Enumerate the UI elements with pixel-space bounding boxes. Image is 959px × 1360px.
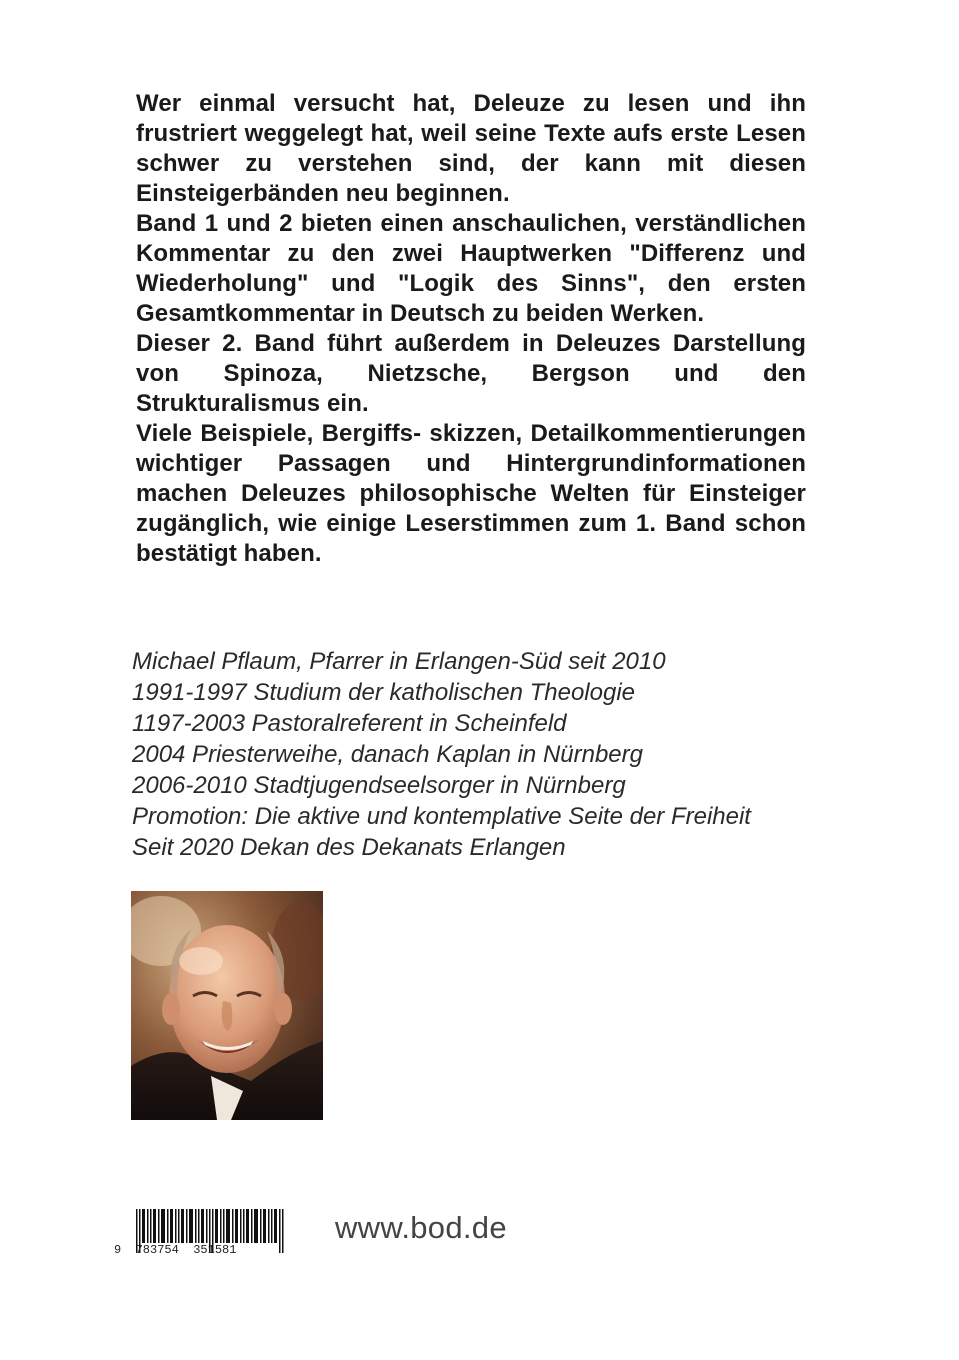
publisher-url: www.bod.de bbox=[335, 1210, 507, 1245]
bio-line: 2006-2010 Stadtjugendseelsorger in Nürnberg bbox=[132, 772, 626, 799]
bio-line: Promotion: Die aktive und kontemplative Seite der Freiheit bbox=[132, 803, 751, 830]
bio-line: Seit 2020 Dekan des Dekanats Erlangen bbox=[132, 834, 566, 861]
bio-line: 1197-2003 Pastoralreferent in Scheinfeld bbox=[132, 710, 567, 737]
barcode-prefix: 9 bbox=[114, 1243, 122, 1257]
author-bio bbox=[132, 646, 892, 863]
barcode-group-2: 351581 bbox=[193, 1243, 237, 1257]
barcode-group-1: 783754 bbox=[135, 1243, 179, 1257]
author-photo bbox=[131, 891, 323, 1120]
barcode-digits bbox=[114, 1243, 236, 1257]
blurb-paragraph-2: Band 1 und 2 bieten einen anschaulichen, verständlichen Kommentar zu den zwei Hauptwerken "Differenz und Wiederholung" und "Logik des Sinns", den ersten Gesamtkommentar in Deutsch zu beiden Werken. bbox=[136, 210, 806, 327]
back-cover-blurb bbox=[136, 89, 806, 569]
blurb-paragraph-1: Wer einmal versucht hat, Deleuze zu lesen und ihn frustriert weggelegt hat, weil seine Texte aufs erste Lesen schwer zu verstehen sind, der kann mit diesen Einsteigerbänden neu beginnen. bbox=[136, 90, 806, 207]
blurb-paragraph-4: Viele Beispiele, Bergiffs- skizzen, Detailkommentierungen wichtiger Passagen und Hintergrundinformationen machen Deleuzes philosophische Welten für Einsteiger zugänglich, wie einige Leserstimmen zum 1. Band schon bestätigt haben. bbox=[136, 420, 806, 567]
blurb-paragraph-3: Dieser 2. Band führt außerdem in Deleuzes Darstellung von Spinoza, Nietzsche, Bergson und den Strukturalismus ein. bbox=[136, 330, 806, 417]
bio-line: 1991-1997 Studium der katholischen Theologie bbox=[132, 679, 636, 706]
bio-line: 2004 Priesterweihe, danach Kaplan in Nürnberg bbox=[132, 741, 643, 768]
bio-line: Michael Pflaum, Pfarrer in Erlangen-Süd seit 2010 bbox=[132, 648, 666, 675]
